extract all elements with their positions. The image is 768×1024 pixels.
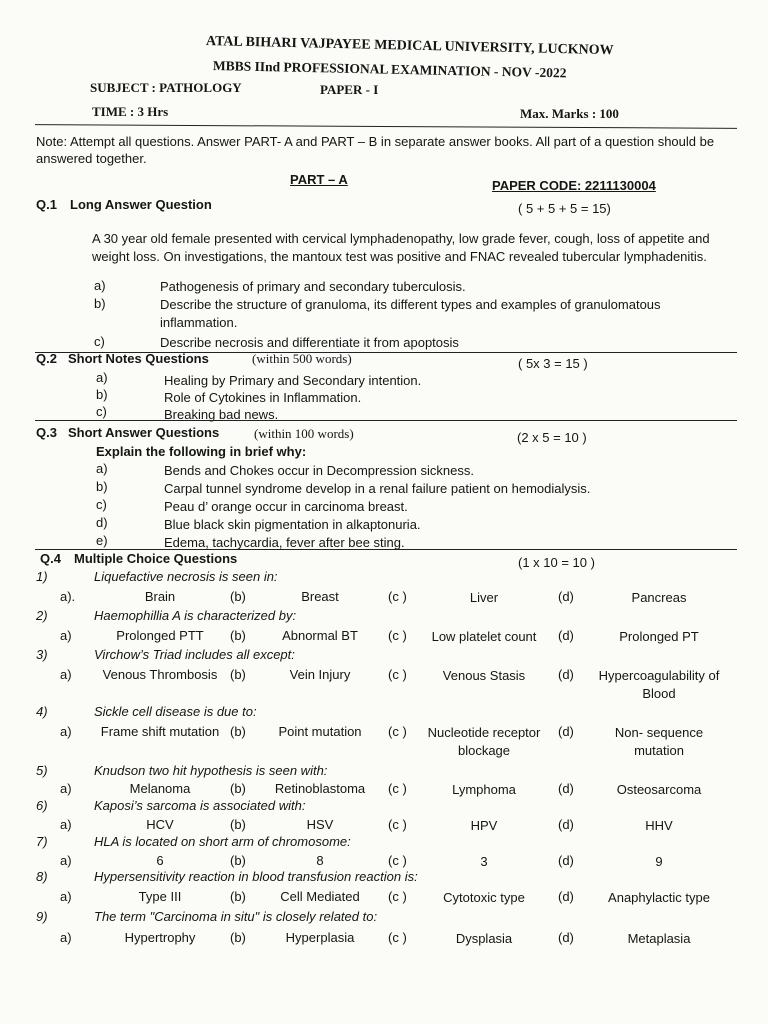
mcq-option-b: Point mutation — [278, 724, 362, 739]
mcq-label-a: a). — [60, 589, 76, 604]
mcq-label-b: (b) — [230, 889, 246, 904]
mcq-option-c: Venous Stasis — [442, 668, 526, 683]
mcq-label-d: (d) — [558, 724, 574, 739]
mcq-option-c: Lymphoma — [452, 782, 516, 797]
mcq-option-d: Anaphylactic type — [608, 890, 710, 905]
mcq-label-b: (b) — [230, 781, 246, 796]
q3-item-text: Bends and Chokes occur in Decompression sickness. — [164, 463, 474, 478]
mcq-question: Haemophillia A is characterized by: — [94, 608, 297, 623]
max-marks: Max. Marks : 100 — [520, 106, 619, 121]
mcq-option-a: Venous Thrombosis — [102, 667, 218, 682]
mcq-label-d: (d) — [558, 667, 574, 682]
mcq-label-b: (b) — [230, 589, 246, 604]
mcq-label-a: a) — [60, 889, 72, 904]
mcq-question: The term "Carcinoma in situ" is closely related to: — [94, 909, 378, 924]
mcq-label-b: (b) — [230, 667, 246, 682]
q2-title: Short Notes Questions — [68, 351, 209, 366]
mcq-option-c: Liver — [469, 590, 499, 605]
mcq-option-b: Breast — [301, 589, 339, 604]
paper-number: PAPER - I — [320, 82, 379, 97]
mcq-number: 7) — [36, 834, 48, 849]
mcq-question: Kaposi’s sarcoma is associated with: — [94, 798, 306, 813]
mcq-option-b: Abnormal BT — [282, 628, 358, 643]
mcq-option-a: HCV — [146, 817, 174, 832]
q2-item-text: Healing by Primary and Secondary intention. — [164, 373, 422, 388]
q2-item-text: Breaking bad news. — [164, 407, 279, 422]
mcq-label-d: (d) — [558, 930, 574, 945]
mcq-label-a: a) — [60, 930, 72, 945]
q3-item-label: a) — [96, 461, 108, 476]
mcq-label-b: (b) — [230, 930, 246, 945]
mcq-label-c: (c ) — [388, 589, 407, 604]
mcq-option-d: Hypercoagulability of Blood — [598, 668, 720, 701]
mcq-label-c: (c ) — [388, 781, 407, 796]
q1-item-label: c) — [94, 334, 105, 349]
q3-item-label: e) — [96, 533, 108, 548]
q4-marks: (1 x 10 = 10 ) — [518, 555, 595, 570]
mcq-option-d: Osteosarcoma — [616, 782, 702, 797]
mcq-number: 9) — [36, 909, 48, 924]
mcq-option-a: Prolonged PTT — [116, 628, 204, 643]
mcq-question: Virchow’s Triad includes all except: — [94, 647, 295, 662]
q3-item-label: c) — [96, 497, 107, 512]
mcq-label-c: (c ) — [388, 930, 407, 945]
q3-item-text: Edema, tachycardia, fever after bee sting. — [164, 535, 405, 550]
q2-number: Q.2 — [36, 351, 57, 366]
mcq-option-c: Nucleotide receptor blockage — [427, 725, 541, 758]
q3-marks: (2 x 5 = 10 ) — [517, 430, 587, 445]
q2-item-label: c) — [96, 404, 107, 419]
q3-item-text: Blue black skin pigmentation in alkaptonuria. — [164, 517, 421, 532]
paper-code: PAPER CODE: 2211130004 — [492, 178, 656, 193]
exam-title: MBBS IInd PROFESSIONAL EXAMINATION - NOV -2022 — [212, 58, 567, 81]
q2-marks: ( 5x 3 = 15 ) — [518, 356, 588, 371]
mcq-label-d: (d) — [558, 589, 574, 604]
mcq-option-b: HSV — [306, 817, 334, 832]
q3-word-limit: (within 100 words) — [254, 426, 354, 441]
mcq-option-c: Dysplasia — [455, 931, 513, 946]
mcq-label-c: (c ) — [388, 853, 407, 868]
q2-item-label: b) — [96, 387, 108, 402]
divider — [35, 124, 737, 129]
q1-title: Long Answer Question — [70, 197, 212, 212]
q1-case: A 30 year old female presented with cervical lymphadenopathy, low grade fever, cough, loss of appetite and weight loss. On investigations, the mantoux test was positive and FNAC revealed tubercular lymphadenitis. — [92, 231, 710, 264]
mcq-label-c: (c ) — [388, 667, 407, 682]
mcq-question: Sickle cell disease is due to: — [94, 704, 257, 719]
q2-word-limit: (within 500 words) — [252, 351, 352, 366]
mcq-number: 5) — [36, 763, 48, 778]
mcq-number: 2) — [36, 608, 48, 623]
subject: SUBJECT : PATHOLOGY — [90, 80, 242, 95]
mcq-label-a: a) — [60, 817, 72, 832]
mcq-question: Hypersensitivity reaction in blood transfusion reaction is: — [94, 869, 418, 884]
q1-item-label: a) — [94, 278, 106, 293]
mcq-option-b: Vein Injury — [289, 667, 351, 682]
mcq-label-c: (c ) — [388, 628, 407, 643]
mcq-label-d: (d) — [558, 817, 574, 832]
mcq-number: 4) — [36, 704, 48, 719]
divider — [35, 549, 737, 550]
mcq-option-d: 9 — [655, 854, 663, 869]
time: TIME : 3 Hrs — [92, 104, 169, 119]
q1-item-text: Describe the structure of granuloma, its different types and examples of granulomatous inflammation. — [160, 297, 661, 330]
mcq-label-c: (c ) — [388, 817, 407, 832]
q4-title: Multiple Choice Questions — [74, 551, 238, 566]
mcq-number: 3) — [36, 647, 48, 662]
mcq-option-d: Prolonged PT — [619, 629, 699, 644]
q1-item-label: b) — [94, 296, 106, 311]
mcq-option-b: 8 — [316, 853, 324, 868]
q3-title: Short Answer Questions — [68, 425, 220, 440]
mcq-option-c: Cytotoxic type — [443, 890, 525, 905]
mcq-number: 8) — [36, 869, 48, 884]
mcq-label-a: a) — [60, 628, 72, 643]
mcq-label-d: (d) — [558, 889, 574, 904]
mcq-label-b: (b) — [230, 724, 246, 739]
mcq-label-b: (b) — [230, 628, 246, 643]
q3-item-text: Peau d’ orange occur in carcinoma breast. — [164, 499, 408, 514]
mcq-option-a: Frame shift mutation — [100, 724, 220, 739]
mcq-label-a: a) — [60, 781, 72, 796]
q2-item-label: a) — [96, 370, 108, 385]
mcq-label-a: a) — [60, 724, 72, 739]
q1-item-text: Pathogenesis of primary and secondary tuberculosis. — [160, 279, 466, 294]
mcq-option-a: Type III — [138, 889, 182, 904]
mcq-option-a: Hypertrophy — [124, 930, 196, 945]
q3-item-label: d) — [96, 515, 108, 530]
mcq-option-b: Cell Mediated — [280, 889, 360, 904]
mcq-label-d: (d) — [558, 628, 574, 643]
mcq-label-a: a) — [60, 853, 72, 868]
mcq-option-b: Retinoblastoma — [274, 781, 366, 796]
mcq-number: 6) — [36, 798, 48, 813]
mcq-label-d: (d) — [558, 853, 574, 868]
part-a-heading: PART – A — [290, 172, 348, 187]
q1-marks: ( 5 + 5 + 5 = 15) — [518, 201, 611, 216]
q3-instruction: Explain the following in brief why: — [96, 444, 307, 459]
mcq-option-d: HHV — [645, 818, 673, 833]
mcq-option-c: HPV — [470, 818, 498, 833]
mcq-option-b: Hyperplasia — [285, 930, 355, 945]
q3-number: Q.3 — [36, 425, 57, 440]
mcq-option-c: 3 — [480, 854, 488, 869]
q3-item-label: b) — [96, 479, 108, 494]
instructions-note: Note: Attempt all questions. Answer PART- A and PART – B in separate answer books. All part of a question should be answered together. — [36, 134, 715, 166]
mcq-label-d: (d) — [558, 781, 574, 796]
q1-item-text: Describe necrosis and differentiate it from apoptosis — [160, 335, 459, 350]
q3-item-text: Carpal tunnel syndrome develop in a renal failure patient on hemodialysis. — [164, 481, 591, 496]
mcq-option-a: Brain — [144, 589, 176, 604]
mcq-option-d: Non- sequence mutation — [614, 725, 704, 758]
mcq-option-d: Pancreas — [631, 590, 687, 605]
mcq-question: Knudson two hit hypothesis is seen with: — [94, 763, 328, 778]
mcq-option-a: Melanoma — [129, 781, 191, 796]
mcq-option-d: Metaplasia — [627, 931, 691, 946]
mcq-option-a: 6 — [156, 853, 164, 868]
mcq-number: 1) — [36, 569, 48, 584]
mcq-question: Liquefactive necrosis is seen in: — [94, 569, 278, 584]
university-title: ATAL BIHARI VAJPAYEE MEDICAL UNIVERSITY, LUCKNOW — [205, 34, 614, 59]
mcq-option-c: Low platelet count — [431, 629, 537, 644]
q2-item-text: Role of Cytokines in Inflammation. — [164, 390, 362, 405]
q1-number: Q.1 — [36, 197, 57, 212]
q4-number: Q.4 — [40, 551, 61, 566]
mcq-label-c: (c ) — [388, 889, 407, 904]
mcq-question: HLA is located on short arm of chromosome: — [94, 834, 351, 849]
mcq-label-a: a) — [60, 667, 72, 682]
mcq-label-c: (c ) — [388, 724, 407, 739]
mcq-label-b: (b) — [230, 817, 246, 832]
divider — [35, 420, 737, 421]
mcq-label-b: (b) — [230, 853, 246, 868]
